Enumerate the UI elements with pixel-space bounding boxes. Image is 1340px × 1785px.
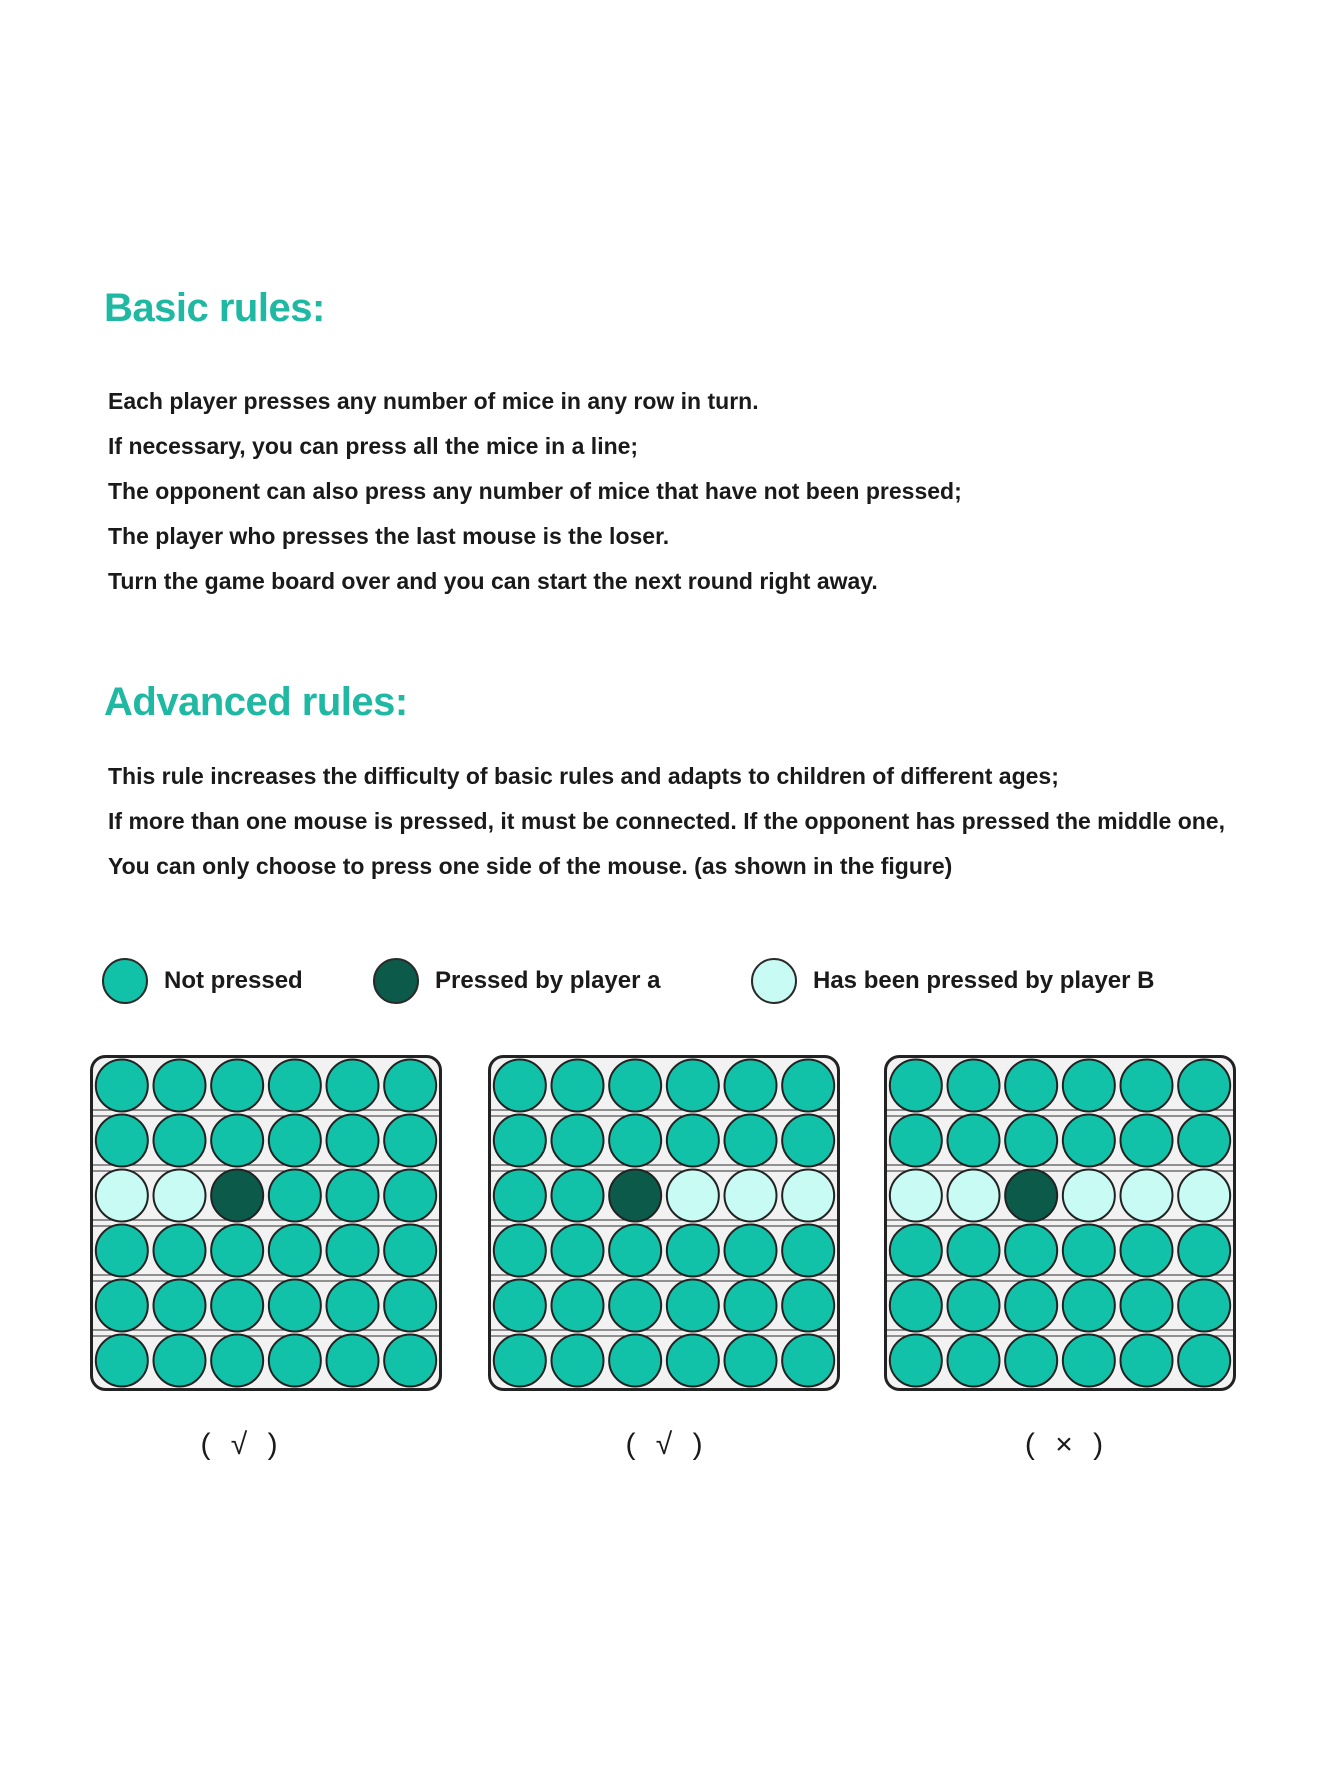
mouse-not-pressed xyxy=(211,1060,263,1112)
mouse-not-pressed xyxy=(782,1115,834,1167)
mouse-not-pressed xyxy=(384,1115,436,1167)
mouse-not-pressed xyxy=(948,1335,1000,1387)
mouse-not-pressed xyxy=(725,1225,777,1277)
mouse-not-pressed xyxy=(269,1115,321,1167)
legend-item-pressed-b xyxy=(751,953,1154,1009)
mouse-not-pressed xyxy=(725,1060,777,1112)
mouse-not-pressed xyxy=(948,1225,1000,1277)
mouse-not-pressed xyxy=(552,1335,604,1387)
mouse-not-pressed xyxy=(667,1335,719,1387)
mouse-not-pressed xyxy=(1005,1060,1057,1112)
pressed-b-swatch xyxy=(751,958,797,1004)
mouse-not-pressed xyxy=(609,1335,661,1387)
mouse-not-pressed xyxy=(948,1060,1000,1112)
mouse-not-pressed xyxy=(211,1115,263,1167)
mouse-pressed-b xyxy=(890,1170,942,1222)
mouse-pressed-b xyxy=(1121,1170,1173,1222)
mouse-not-pressed xyxy=(154,1115,206,1167)
advanced-rule-line: You can only choose to press one side of the mouse. (as shown in the figure) xyxy=(108,853,953,879)
mouse-not-pressed xyxy=(782,1060,834,1112)
mouse-not-pressed xyxy=(552,1060,604,1112)
basic-rule-line: The player who presses the last mouse is the loser. xyxy=(108,523,670,549)
mouse-not-pressed xyxy=(1005,1225,1057,1277)
mouse-not-pressed xyxy=(154,1060,206,1112)
mouse-pressed-b xyxy=(725,1170,777,1222)
mouse-pressed-b xyxy=(1178,1170,1230,1222)
mouse-not-pressed xyxy=(1121,1060,1173,1112)
mouse-not-pressed xyxy=(782,1335,834,1387)
mouse-not-pressed xyxy=(948,1280,1000,1332)
mouse-not-pressed xyxy=(494,1060,546,1112)
legend-item-pressed-a xyxy=(373,953,660,1009)
basic-rule-line: Each player presses any number of mice in any row in turn. xyxy=(108,388,759,414)
mouse-not-pressed xyxy=(1121,1280,1173,1332)
mouse-not-pressed xyxy=(154,1335,206,1387)
mouse-not-pressed xyxy=(154,1225,206,1277)
mouse-not-pressed xyxy=(1063,1335,1115,1387)
mouse-not-pressed xyxy=(327,1335,379,1387)
mouse-not-pressed xyxy=(609,1280,661,1332)
pressed-a-swatch xyxy=(373,958,419,1004)
mouse-not-pressed xyxy=(1121,1115,1173,1167)
mouse-not-pressed xyxy=(552,1170,604,1222)
advanced-rule-line: If more than one mouse is pressed, it must be connected. If the opponent has pressed the middle one, xyxy=(108,808,1225,834)
mouse-not-pressed xyxy=(384,1060,436,1112)
mouse-not-pressed xyxy=(327,1060,379,1112)
mouse-not-pressed xyxy=(725,1115,777,1167)
mouse-not-pressed xyxy=(725,1280,777,1332)
mouse-not-pressed xyxy=(890,1335,942,1387)
mouse-not-pressed xyxy=(1121,1335,1173,1387)
mouse-pressed-a xyxy=(211,1170,263,1222)
mouse-not-pressed xyxy=(327,1170,379,1222)
mouse-not-pressed xyxy=(667,1280,719,1332)
mouse-not-pressed xyxy=(1005,1115,1057,1167)
mouse-not-pressed xyxy=(890,1225,942,1277)
mouse-not-pressed xyxy=(327,1115,379,1167)
basic-rule-line: The opponent can also press any number of mice that have not been pressed; xyxy=(108,478,962,504)
mouse-not-pressed xyxy=(667,1225,719,1277)
mouse-not-pressed xyxy=(609,1115,661,1167)
mouse-pressed-b xyxy=(96,1170,148,1222)
legend-item-not-pressed xyxy=(102,953,303,1009)
mouse-not-pressed xyxy=(667,1060,719,1112)
mouse-not-pressed xyxy=(269,1335,321,1387)
mouse-not-pressed xyxy=(1005,1280,1057,1332)
mouse-not-pressed xyxy=(211,1225,263,1277)
legend-label: Pressed by player a xyxy=(435,967,661,994)
mouse-not-pressed xyxy=(494,1335,546,1387)
verdict-label: ( √ ) xyxy=(200,1428,284,1461)
mouse-not-pressed xyxy=(1178,1280,1230,1332)
mouse-not-pressed xyxy=(890,1060,942,1112)
legend-label: Has been pressed by player B xyxy=(813,967,1155,994)
legend xyxy=(0,953,1340,1013)
board-frame xyxy=(886,1057,1235,1390)
game-board-correct-2 xyxy=(488,1055,840,1391)
board-frame xyxy=(490,1057,839,1390)
mouse-not-pressed xyxy=(269,1060,321,1112)
mouse-pressed-a xyxy=(609,1170,661,1222)
mouse-not-pressed xyxy=(327,1280,379,1332)
mouse-not-pressed xyxy=(782,1280,834,1332)
mouse-not-pressed xyxy=(384,1280,436,1332)
mouse-not-pressed xyxy=(1063,1225,1115,1277)
advanced-rule-line: This rule increases the difficulty of basic rules and adapts to children of different ages; xyxy=(108,763,1059,789)
mouse-not-pressed xyxy=(494,1280,546,1332)
mouse-not-pressed xyxy=(1005,1335,1057,1387)
mouse-not-pressed xyxy=(552,1280,604,1332)
game-board-correct-1 xyxy=(90,1055,442,1391)
mouse-not-pressed xyxy=(96,1115,148,1167)
mouse-not-pressed xyxy=(725,1335,777,1387)
mouse-not-pressed xyxy=(1063,1280,1115,1332)
mouse-not-pressed xyxy=(552,1115,604,1167)
mouse-not-pressed xyxy=(1178,1335,1230,1387)
mouse-not-pressed xyxy=(552,1225,604,1277)
mouse-not-pressed xyxy=(96,1060,148,1112)
mouse-not-pressed xyxy=(948,1115,1000,1167)
advanced-rules-heading: Advanced rules: xyxy=(104,680,408,724)
not-pressed-swatch xyxy=(102,958,148,1004)
mouse-pressed-b xyxy=(782,1170,834,1222)
mouse-not-pressed xyxy=(211,1335,263,1387)
mouse-pressed-b xyxy=(667,1170,719,1222)
mouse-not-pressed xyxy=(782,1225,834,1277)
game-board-wrong xyxy=(884,1055,1236,1391)
legend-label: Not pressed xyxy=(164,967,303,994)
advanced-rules-list xyxy=(108,754,1225,889)
mouse-not-pressed xyxy=(1121,1225,1173,1277)
mouse-pressed-b xyxy=(948,1170,1000,1222)
basic-rule-line: If necessary, you can press all the mice in a line; xyxy=(108,433,639,459)
mouse-not-pressed xyxy=(1063,1115,1115,1167)
mouse-not-pressed xyxy=(384,1170,436,1222)
mouse-not-pressed xyxy=(494,1115,546,1167)
mouse-pressed-b xyxy=(1063,1170,1115,1222)
mouse-not-pressed xyxy=(890,1280,942,1332)
mouse-not-pressed xyxy=(609,1060,661,1112)
board-frame xyxy=(92,1057,441,1390)
verdict-label: ( √ ) xyxy=(625,1428,709,1461)
verdict-label: ( × ) xyxy=(1024,1428,1110,1461)
mouse-not-pressed xyxy=(890,1115,942,1167)
mouse-not-pressed xyxy=(1178,1115,1230,1167)
mouse-not-pressed xyxy=(269,1280,321,1332)
basic-rules-list xyxy=(108,379,962,604)
mouse-not-pressed xyxy=(1063,1060,1115,1112)
mouse-not-pressed xyxy=(609,1225,661,1277)
basic-rule-line: Turn the game board over and you can start the next round right away. xyxy=(108,568,878,594)
mouse-not-pressed xyxy=(269,1170,321,1222)
mouse-not-pressed xyxy=(667,1115,719,1167)
mouse-not-pressed xyxy=(1178,1225,1230,1277)
mouse-not-pressed xyxy=(327,1225,379,1277)
mouse-not-pressed xyxy=(494,1170,546,1222)
mouse-not-pressed xyxy=(211,1280,263,1332)
mouse-pressed-a xyxy=(1005,1170,1057,1222)
mouse-not-pressed xyxy=(154,1280,206,1332)
mouse-not-pressed xyxy=(269,1225,321,1277)
mouse-not-pressed xyxy=(384,1335,436,1387)
basic-rules-heading: Basic rules: xyxy=(104,286,325,330)
mouse-not-pressed xyxy=(96,1225,148,1277)
mouse-not-pressed xyxy=(494,1225,546,1277)
mouse-not-pressed xyxy=(1178,1060,1230,1112)
mouse-pressed-b xyxy=(154,1170,206,1222)
mouse-not-pressed xyxy=(96,1335,148,1387)
mouse-not-pressed xyxy=(96,1280,148,1332)
mouse-not-pressed xyxy=(384,1225,436,1277)
